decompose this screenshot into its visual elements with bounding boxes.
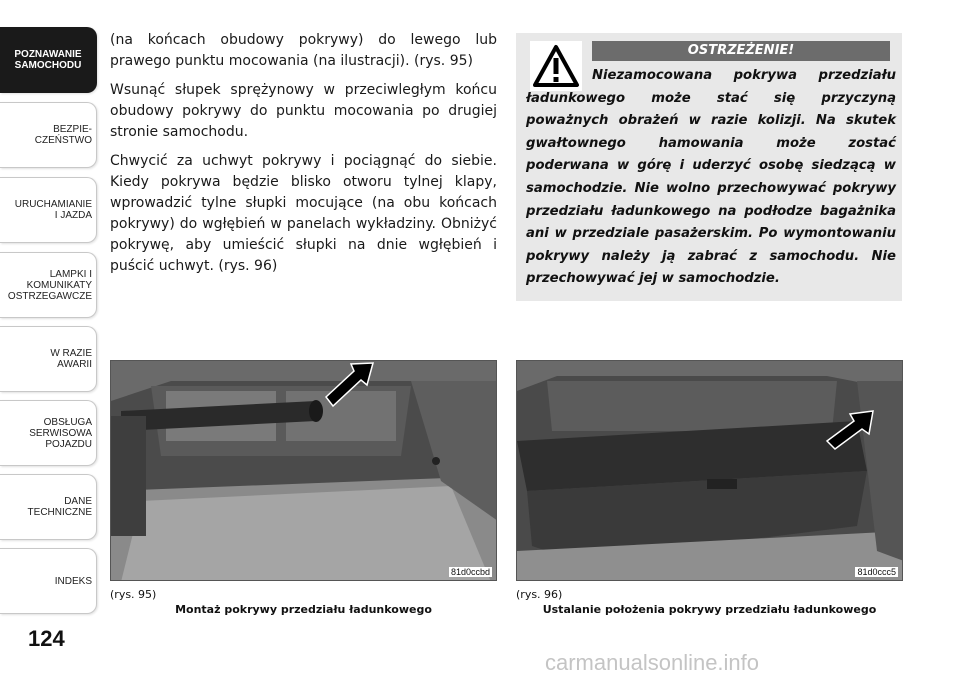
tab-uruchamianie-i-jazda[interactable]: URUCHAMIANIE I JAZDA <box>0 177 97 243</box>
tab-poznawanie-samochodu[interactable]: POZNAWANIE SAMOCHODU <box>0 27 97 93</box>
paragraph: Wsunąć słupek sprężynowy w przeciwległym końcu obudowy pokrywy do punktu mocowania po drugiej stronie samochodu. <box>110 82 497 140</box>
figure-caption: Montaż pokrywy przedziału ładunkowego <box>175 603 432 616</box>
figure-caption: Ustalanie położenia pokrywy przedziału ładunkowego <box>542 603 877 616</box>
figure-95-photo <box>110 360 497 581</box>
tab-indeks[interactable]: INDEKS <box>0 548 97 614</box>
body-text <box>110 30 497 285</box>
warning-text: Niezamocowana pokrywa przedziału ładunkowego może stać się przyczyną poważnych obrażeń w razie kolizji. Na skutek gwałtownego hamowania może zostać poderwana w górę i uderzyć osobę siedzącą w samochodzie. Nie wolno przechowywać pokrywy przedziału ładunkowego na podłodze bagażnika ani w przedziale pasażerskim. Po wymontowaniu pokrywy należy ją zabrać z samochodu. Nie przechowywać jej w samochodzie. <box>526 68 896 287</box>
photo-code: 81d0ccc5 <box>857 567 896 577</box>
paragraph: (na końcach obudowy pokrywy) do lewego lub prawego punktu mocowania (na ilustracji). (rys. 95) <box>110 32 497 69</box>
cargo-cover-position-photo <box>517 361 903 581</box>
watermark: carmanualsonline.info <box>545 650 760 675</box>
warning-box <box>516 33 902 301</box>
page-number: 124 <box>28 626 65 651</box>
warning-title: OSTRZEŻENIE! <box>592 41 890 61</box>
cargo-cover-install-photo <box>111 361 497 581</box>
tab-dane-techniczne[interactable]: DANE TECHNICZNE <box>0 474 97 540</box>
figure-label: (rys. 96) <box>516 588 563 601</box>
paragraph: Chwycić za uchwyt pokrywy i pociągnąć do siebie. Kiedy pokrywa będzie blisko otworu tylnej klapy, wprowadzić tylne słupki mocujące (na obu końcach pokrywy) do wgłębień w panelach wykładziny. Obniżyć pokrywę, aby umieścić słupki na dnie wgłębień i puścić uchwyt. (rys. 96) <box>110 153 497 274</box>
tab-lampki-i-komunikaty[interactable]: LAMPKI I KOMUNIKATY OSTRZEGAWCZE <box>0 252 97 318</box>
photo-code: 81d0ccbd <box>450 567 490 577</box>
tab-w-razie-awarii[interactable]: W RAZIE AWARII <box>0 326 97 392</box>
tab-bezpieczenstwo[interactable]: BEZPIE- CZEŃSTWO <box>0 102 97 168</box>
tab-obsluga-serwisowa[interactable]: OBSŁUGA SERWISOWA POJAZDU <box>0 400 97 466</box>
figure-label: (rys. 95) <box>110 588 157 601</box>
figure-96-photo <box>516 360 903 581</box>
